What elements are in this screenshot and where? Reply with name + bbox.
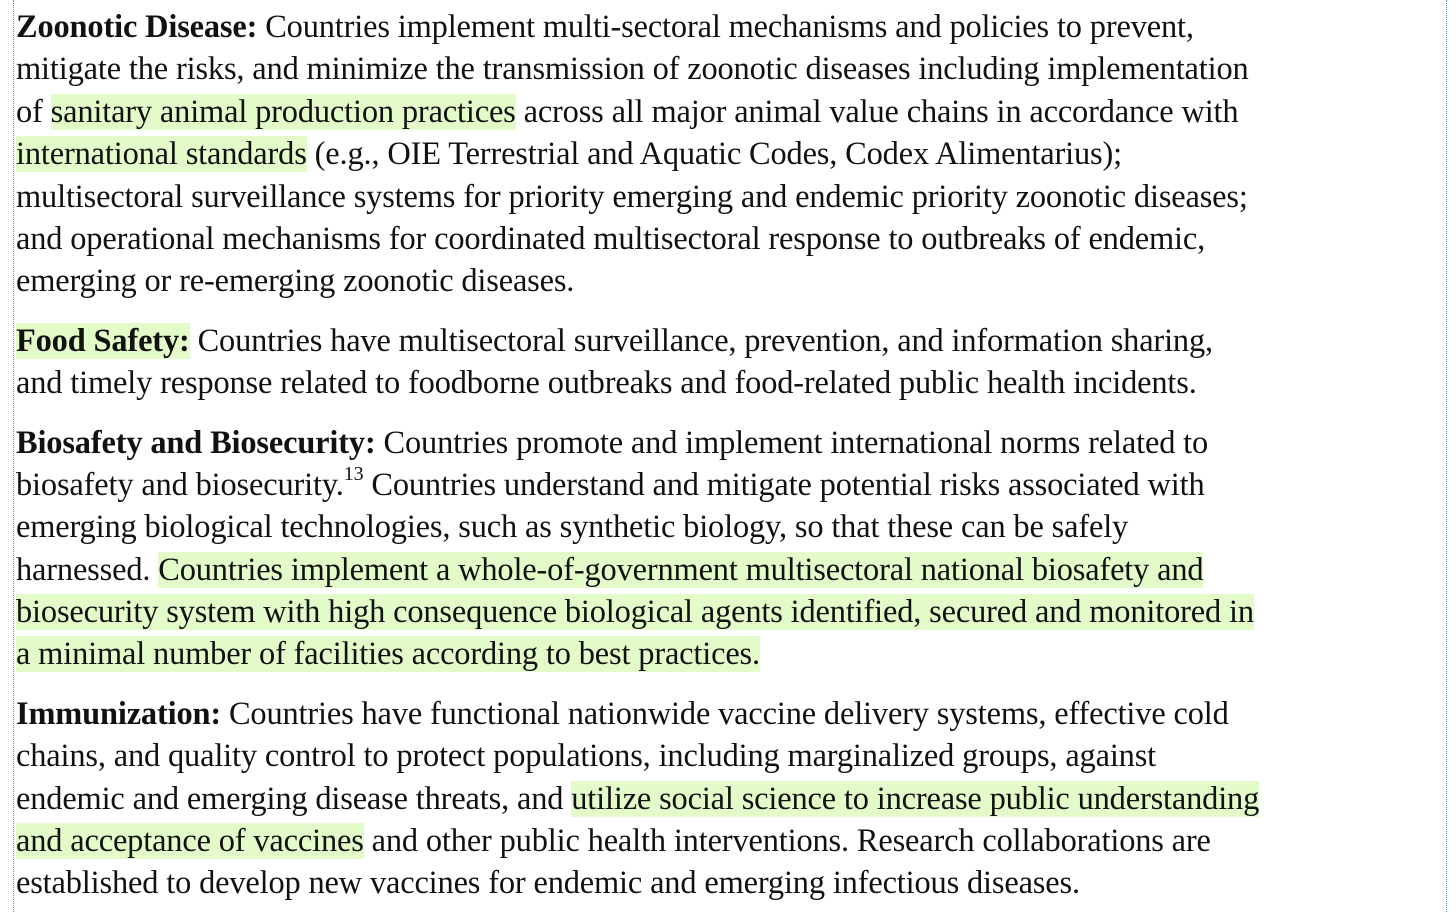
text-line (16, 820, 1442, 862)
text-run: across all major animal value chains in accordance with (515, 93, 1239, 130)
text-line: established to develop new vaccines for endemic and emerging infectious diseases. (16, 865, 1080, 902)
text-line: emerging or re-emerging zoonotic diseases. (16, 263, 575, 300)
text-line (16, 422, 1442, 464)
document-body (16, 6, 1442, 922)
highlight-biosafety-system: a minimal number of facilities according to best practices. (16, 636, 760, 673)
text-run: (e.g., OIE Terrestrial and Aquatic Codes, Codex Alimentarius); (306, 136, 1122, 173)
frame-border-left (13, 0, 14, 912)
text-line: mitigate the risks, and minimize the transmission of zoonotic diseases including implementation (16, 51, 1249, 88)
highlight-biosafety-system: Countries implement a whole-of-government multisectoral national biosafety and (158, 551, 1204, 588)
heading-zoonotic-disease: Zoonotic Disease: (16, 9, 258, 45)
highlight-international-standards: international standards (16, 136, 307, 173)
text-line: and timely response related to foodborne outbreaks and food-related public health incidents. (16, 365, 1197, 402)
text-run: of (16, 93, 51, 130)
paragraph-immunization (16, 693, 1442, 905)
text-line (16, 693, 1442, 735)
text-run: Countries have functional nationwide vaccine delivery systems, effective cold (221, 695, 1229, 732)
text-run: harnessed. (16, 551, 159, 588)
text-line (16, 320, 1442, 362)
text-line: and operational mechanisms for coordinated multisectoral response to outbreaks of endemic, (16, 220, 1206, 257)
text-run: biosafety and biosecurity. (16, 466, 344, 503)
footnote-marker[interactable]: 13 (343, 463, 364, 486)
paragraph-biosafety-biosecurity (16, 422, 1442, 676)
text-run: Countries promote and implement international norms related to (375, 424, 1209, 461)
text-line (16, 91, 1442, 133)
text-line (16, 633, 1442, 675)
heading-immunization: Immunization: (16, 695, 221, 732)
highlight-sanitary-practices: sanitary animal production practices (50, 93, 516, 130)
text-line: multisectoral surveillance systems for priority emerging and endemic priority zoonotic diseases; (16, 178, 1248, 215)
text-run: Countries have multisectoral surveillance, prevention, and information sharing, (189, 322, 1213, 359)
text-run: and other public health interventions. Research collaborations are (363, 823, 1211, 860)
heading-food-safety: Food Safety: (16, 322, 190, 359)
paragraph-zoonotic-disease (16, 6, 1442, 303)
text-line (16, 6, 1442, 48)
text-run: Countries implement multi-sectoral mechanisms and policies to prevent, (257, 9, 1194, 45)
text-line (16, 133, 1442, 175)
text-line: chains, and quality control to protect populations, including marginalized groups, against (16, 738, 1157, 775)
highlight-biosafety-system: biosecurity system with high consequence biological agents identified, secured and monitored in (16, 594, 1254, 631)
heading-biosafety-biosecurity: Biosafety and Biosecurity: (16, 424, 376, 461)
text-run: endemic and emerging disease threats, and (16, 780, 572, 817)
highlight-social-science: utilize social science to increase public understanding (571, 780, 1260, 817)
text-line (16, 549, 1442, 591)
text-run: Countries understand and mitigate potential risks associated with (363, 466, 1205, 503)
text-line: emerging biological technologies, such as synthetic biology, so that these can be safely (16, 509, 1129, 546)
text-line (16, 778, 1442, 820)
highlight-vaccine-acceptance: and acceptance of vaccines (16, 823, 364, 860)
paragraph-food-safety (16, 320, 1442, 405)
frame-border-right (1446, 0, 1447, 912)
text-line (16, 591, 1442, 633)
text-line (16, 464, 1442, 506)
